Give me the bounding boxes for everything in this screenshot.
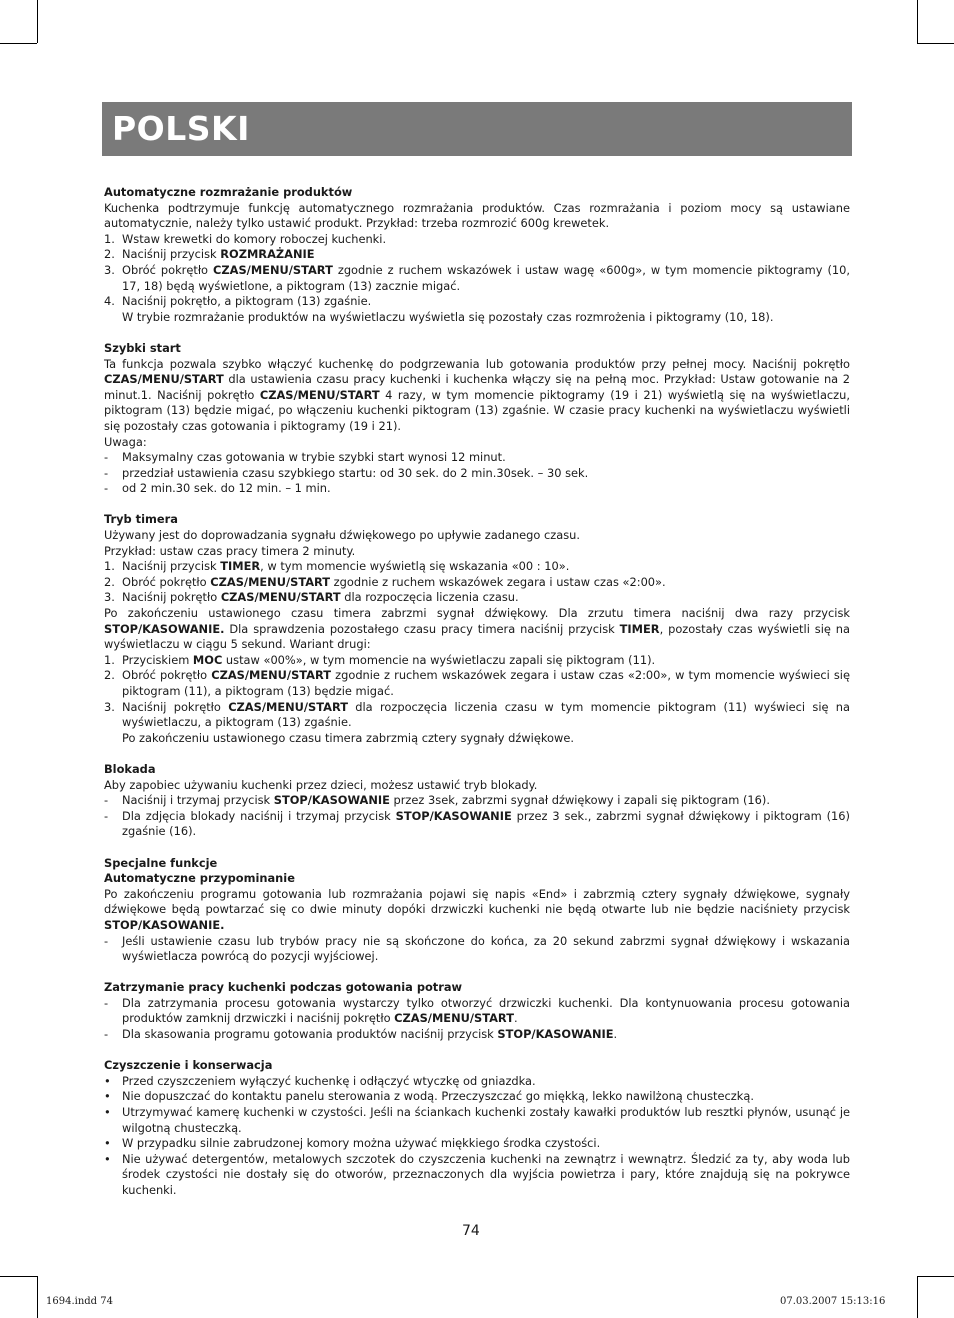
list-marker: 3. — [104, 262, 115, 277]
page-number: 74 — [462, 1223, 480, 1239]
control-name: TIMER — [220, 559, 261, 574]
list-item-text — [122, 668, 850, 698]
list-item-text: W przypadku silnie zabrudzonej komory można używać miękkiego środka czystości. — [122, 1136, 601, 1151]
list-marker: • — [104, 1151, 111, 1166]
text-run: Naciśnij pokrętło — [122, 590, 221, 605]
section-timer-mode — [104, 512, 850, 746]
bullet-list — [104, 1074, 850, 1199]
text-run: Obróć pokrętło — [122, 574, 211, 589]
crop-mark — [917, 0, 918, 43]
paragraph: Używany jest do doprowadzania sygnału dźwiękowego po upływie zadanego czasu. — [104, 528, 581, 543]
list-marker: - — [104, 465, 109, 480]
text-run: . — [513, 1011, 518, 1026]
list-marker: - — [104, 933, 109, 948]
steps-list — [104, 232, 850, 310]
text-run: . — [613, 1027, 618, 1042]
list-item — [104, 653, 850, 669]
list-item-text — [122, 793, 770, 807]
list-item — [104, 247, 850, 263]
list-item-text: przedział ustawienia czasu szybkiego startu: od 30 sek. do 2 min.30sek. – 30 sek. — [122, 465, 589, 480]
control-name: CZAS/MENU/START — [394, 1011, 514, 1026]
text-run: 4 razy, w tym momencie piktogramy (19 i 21) wyświetlą się na wyświetlaczu, piktogram (13) będzie migać, po włączeniu kuchenki piktogram (13) zgaśnie. W czasie pracy kuchenki na wyświetlaczu wyświetli się pozostały czas gotowania i piktogramy (19 i 21). — [104, 387, 851, 433]
document-body — [104, 185, 850, 1199]
text-run: Naciśnij pokrętło, a piktogram (13) zgaśnie. — [122, 294, 372, 309]
crop-mark — [0, 1276, 37, 1277]
list-item-text — [122, 232, 386, 246]
list-item-text: od 2 min.30 sek. do 12 min. – 1 min. — [122, 481, 331, 496]
paragraph: Kuchenka podtrzymuje funkcję automatycznego rozmrażania produktów. Czas rozmrażania i poziom mocy są ustawiane automatycznie, należy tylko ustawić produkt. Przykład: trzeba rozmrozić 600g krewetek. — [104, 200, 850, 231]
control-name: STOP/KASOWANIE — [395, 808, 512, 823]
text-run: przez 3sek, zabrzmi sygnał dźwiękowy i zapali się piktogram (16). — [389, 793, 770, 808]
list-item — [104, 263, 850, 294]
text-run: dla rozpoczęcia liczenia czasu. — [340, 590, 519, 605]
list-marker: 1. — [104, 231, 115, 246]
list-item-text — [122, 590, 519, 604]
list-item — [104, 294, 850, 310]
text-run: Ta funkcja pozwala szybko włączyć kuchenkę do podgrzewania lub gotowania produktów przy pełnej mocy. Naciśnij pokrętło — [104, 356, 850, 371]
crop-mark — [0, 43, 37, 44]
list-item — [104, 1074, 850, 1090]
text-run: ustaw «00%», w tym momencie na wyświetlaczu zapali się piktogram (11). — [222, 652, 656, 667]
list-item — [104, 1136, 850, 1152]
list-marker: 2. — [104, 247, 115, 262]
list-item — [104, 1105, 850, 1136]
text-run: Dla zdjęcia blokady naciśnij i trzymaj przycisk — [122, 808, 396, 823]
list-item — [104, 793, 850, 809]
text-run: Dla zatrzymania procesu gotowania wystarczy tylko otworzyć drzwiczki kuchenki. Dla kontynuowania procesu gotowania produktów zamknij drzwiczki i naciśnij pokrętło — [122, 995, 850, 1026]
list-item-text — [122, 996, 850, 1026]
paragraph — [104, 606, 850, 653]
list-item-text — [122, 559, 569, 573]
list-item-text — [122, 1027, 617, 1041]
crop-mark — [917, 1276, 954, 1277]
list-marker: • — [104, 1073, 111, 1088]
note: W trybie rozmrażanie produktów na wyświetlaczu wyświetla się pozostały czas rozmrożenia i piktogramy (10, 18). — [122, 309, 774, 324]
list-item-text — [122, 809, 850, 839]
section-heading: Tryb timera — [104, 512, 178, 527]
section-child-lock — [104, 762, 850, 840]
text-run: Wstaw krewetki do komory roboczej kuchenki. — [122, 231, 387, 246]
section-auto-defrost — [104, 185, 850, 325]
list-item-text — [122, 575, 666, 589]
text-run: przez 3 sek., zabrzmi sygnał dźwiękowy i piktogram (16) zgaśnie (16). — [122, 808, 850, 839]
paragraph: Aby zapobiec używaniu kuchenki przez dzieci, możesz ustawić tryb blokady. — [104, 777, 538, 792]
note-label: Uwaga: — [104, 434, 147, 449]
control-name: STOP/KASOWANIE — [273, 793, 390, 808]
list-marker: 2. — [104, 574, 115, 589]
control-name: CZAS/MENU/START — [211, 668, 332, 683]
section-special-functions — [104, 856, 850, 965]
list-item-text: Nie dopuszczać do kontaktu panelu sterowania z wodą. Przeczyszczać go miękką, lekko nawilżoną chusteczką. — [122, 1089, 754, 1104]
text-run: Naciśnij pokrętło — [122, 699, 229, 714]
list-item-text — [122, 294, 371, 308]
text-run: zgodnie z ruchem wskazówek zegara i ustaw czas «2:00». — [330, 574, 666, 589]
text-run: dla ustawienia czasu pracy kuchenki i kuchenka włączy się na pełną moc. Przykład: Ustaw gotowanie na 2 minut.1. Naciśnij pokrętło — [104, 372, 850, 402]
text-run: dla rozpoczęcia liczenia czasu w tym momencie piktogram (11) wyświeci się na wyświetlaczu, a piktogram (13) zgaśnie. — [122, 699, 851, 730]
print-slug-file: 1694.indd 74 — [46, 1296, 113, 1307]
list-marker: 1. — [104, 559, 115, 574]
list-marker: - — [104, 481, 109, 496]
list-item — [104, 996, 850, 1027]
list-item — [104, 450, 850, 466]
bullet-list — [104, 450, 850, 497]
paragraph — [104, 887, 850, 934]
list-item-text: Nie używać detergentów, metalowych szczotek do czyszczenia kuchenki na zewnątrz i wewnątrz. Śledzić za ty, aby woda lub środek czystości nie dostały się do otworów, przeznaczonych dla wyjścia powietrza i pary, które znajdują się na pokrywce kuchenki. — [122, 1151, 850, 1197]
text-run: zgodnie z ruchem wskazówek zegara i ustaw czas «2:00», w tym momencie wyświeci się piktogram (11), a piktogram (13) będzie migać. — [122, 668, 850, 698]
list-item — [104, 1152, 850, 1199]
text-run: Dla sprawdzenia pozostałego czasu pracy timera naciśnij przycisk — [224, 621, 620, 636]
control-name: CZAS/MENU/START — [104, 372, 224, 387]
list-item — [104, 668, 850, 699]
paragraph — [104, 357, 850, 435]
control-name: CZAS/MENU/START — [228, 699, 348, 714]
bullet-list — [104, 793, 850, 840]
section-quick-start — [104, 341, 850, 497]
text-run: Obróć pokrętło — [122, 262, 214, 277]
section-heading: Czyszczenie i konserwacja — [104, 1058, 273, 1073]
section-heading: Automatyczne rozmrażanie produktów — [104, 185, 353, 199]
section-stop-cooking — [104, 980, 850, 1042]
list-item — [104, 809, 850, 840]
control-name: CZAS/MENU/START — [259, 387, 380, 402]
text-run: Naciśnij przycisk — [122, 559, 221, 574]
steps-list — [104, 559, 850, 606]
list-marker: - — [104, 808, 109, 823]
list-item — [104, 1027, 850, 1043]
list-item — [104, 575, 850, 591]
list-item-text — [122, 700, 850, 730]
text-run: , pozostały czas wyświetli się na wyświetlaczu w ciągu 5 sekund. Wariant drugi: — [104, 621, 850, 652]
steps-list — [104, 653, 850, 731]
text-run: Dla skasowania programu gotowania produktów naciśnij przycisk — [122, 1027, 498, 1042]
list-item — [104, 466, 850, 482]
section-heading: Zatrzymanie pracy kuchenki podczas gotowania potraw — [104, 980, 463, 995]
list-item — [104, 590, 850, 606]
text-run: Po zakończeniu programu gotowania lub rozmrażania pojawi się napis «End» i zabrzmią cztery sygnały dźwiękowe, sygnały dźwiękowe będą powtarzać się co dwie minuty dopóki drzwiczki kuchenki nie będą otwarte lub nie będzie naciśniety przycisk — [104, 886, 850, 917]
list-marker: - — [104, 995, 109, 1010]
paragraph: Przykład: ustaw czas pracy timera 2 minuty. — [104, 543, 356, 558]
list-item — [104, 934, 850, 965]
list-item-text: Maksymalny czas gotowania w trybie szybki start wynosi 12 minut. — [122, 450, 506, 465]
print-slug-date: 07.03.2007 15:13:16 — [780, 1296, 886, 1307]
subsection-heading: Automatyczne przypominanie — [104, 871, 295, 886]
text-run: Naciśnij i trzymaj przycisk — [122, 793, 274, 808]
control-name: STOP/KASOWANIE — [497, 1027, 614, 1042]
control-name: STOP/KASOWANIE. — [104, 621, 225, 636]
list-item — [104, 232, 850, 248]
list-item-text — [122, 263, 850, 293]
bullet-list — [104, 996, 850, 1043]
list-item-text — [122, 653, 655, 667]
list-marker: 2. — [104, 668, 115, 683]
text-run: Obróć pokrętło — [122, 668, 212, 683]
bullet-list — [104, 934, 850, 965]
list-marker: 3. — [104, 590, 115, 605]
page-title: POLSKI — [112, 109, 250, 148]
crop-mark — [917, 1276, 918, 1318]
list-marker: • — [104, 1105, 111, 1120]
list-marker: - — [104, 793, 109, 808]
control-name: STOP/KASOWANIE. — [104, 917, 225, 932]
list-item — [104, 559, 850, 575]
list-item-text — [122, 934, 850, 964]
list-marker: 3. — [104, 699, 115, 714]
section-heading: Blokada — [104, 761, 156, 776]
text-run: zgodnie z ruchem wskazówek i ustaw wagę «600g», w tym momencie piktogramy (10, 17, 18) będą wyświetlone, a piktogram (13) zacznie migać. — [122, 262, 851, 293]
list-marker: 4. — [104, 294, 115, 309]
list-item — [104, 1089, 850, 1105]
text-run: , w tym momencie wyświetlą się wskazania «00 : 10». — [260, 559, 570, 574]
list-item-text: Przed czyszczeniem wyłączyć kuchenkę i odłączyć wtyczkę od gniazdka. — [122, 1073, 536, 1088]
list-item-text — [122, 247, 315, 261]
crop-mark — [37, 0, 38, 43]
text-run: Przyciskiem — [122, 652, 193, 667]
control-name: MOC — [192, 652, 223, 667]
list-marker: 1. — [104, 652, 115, 667]
control-name: TIMER — [619, 621, 660, 636]
text-run: Naciśnij przycisk — [122, 247, 221, 262]
list-marker: • — [104, 1089, 111, 1104]
list-marker: - — [104, 450, 109, 465]
list-marker: • — [104, 1136, 111, 1151]
control-name: CZAS/MENU/START — [210, 574, 331, 589]
text-run: Po zakończeniu ustawionego czasu timera zabrzmi sygnał dźwiękowy. Dla zrzutu timera naciśnij dwa razy przycisk — [104, 606, 850, 621]
list-marker: - — [104, 1027, 109, 1042]
section-heading: Specjalne funkcje — [104, 855, 218, 870]
section-heading: Szybki start — [104, 340, 181, 355]
text-run: Jeśli ustawienie czasu lub trybów pracy nie są skończone do końca, za 20 sekund zabrzmi sygnał dźwiękowy i wskazania wyświetlacza powrócą do pozycji wyjściowej. — [122, 933, 850, 964]
list-item — [104, 481, 850, 497]
crop-mark — [37, 1276, 38, 1318]
control-name: ROZMRAŻANIE — [220, 247, 315, 262]
section-cleaning — [104, 1058, 850, 1198]
language-header-bar — [102, 102, 852, 156]
control-name: CZAS/MENU/START — [213, 262, 333, 277]
crop-mark — [917, 43, 954, 44]
list-item-text: Utrzymywać kamerę kuchenki w czystości. Jeśli na ściankach kuchenki zostały kawałki produktów lub resztki płynów, usunąć je wilgotną chusteczką. — [122, 1105, 850, 1135]
list-item — [104, 700, 850, 731]
note: Po zakończeniu ustawionego czasu timera zabrzmią cztery sygnały dźwiękowe. — [122, 730, 574, 745]
control-name: CZAS/MENU/START — [220, 590, 341, 605]
